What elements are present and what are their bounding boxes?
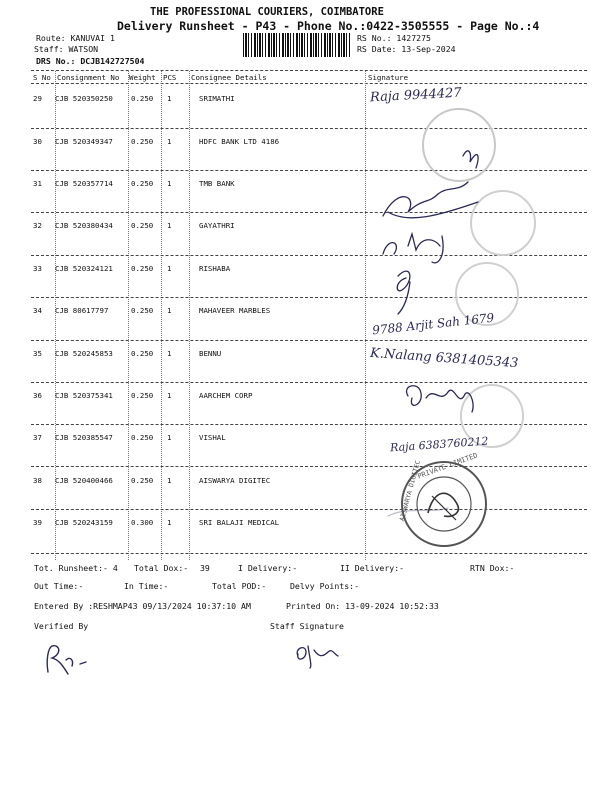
row-consignment: CJB 520245853 [55,349,113,358]
total-dox-label: Total Dox:- [134,563,189,573]
signature-35: K.Nalang 6381405343 [369,345,519,372]
row-pcs: 1 [167,137,172,146]
col-consignment: Consignment No [57,73,120,82]
row-weight: 0.250 [131,137,154,146]
total-pod: Total POD:- [212,581,267,591]
row-consignee: TMB BANK [199,179,235,188]
signature-33 [397,271,410,314]
ii-delivery: II Delivery:- [340,563,405,573]
i-delivery: I Delivery:- [238,563,298,573]
col-weight: Weight [129,73,156,82]
row-weight: 0.250 [131,476,154,485]
barcode [243,33,350,57]
row-consignment: CJB 520380434 [55,221,113,230]
row-weight: 0.250 [131,264,154,273]
total-dox-value: 39 [200,563,210,573]
row-consignment: CJB 520324121 [55,264,113,273]
seal-side-text: AISWARYA DIGITEC [398,459,422,523]
row-pcs: 1 [167,221,172,230]
rs-number: RS No.: 1427275 [357,33,431,43]
runsheet-title: Delivery Runsheet - P43 - Phone No.:0422-3505555 - Page No.:4 [117,19,540,33]
row-consignee: RISHABA [199,264,231,273]
signature-29: Raja 9944427 [369,85,462,106]
row-sno: 32 [33,221,42,230]
col-consignee: Consignee Details [191,73,267,82]
row-consignment: CJB 520243159 [55,518,113,527]
printed-on: Printed On: 13-09-2024 10:52:33 [286,601,439,611]
row-consignment: CJB 520357714 [55,179,113,188]
verified-by: Verified By [34,621,89,631]
row-pcs: 1 [167,349,172,358]
table-top-rule [31,70,587,71]
row-consignee: BENNU [199,349,222,358]
row-pcs: 1 [167,94,172,103]
row-consignee: MAHAVEER MARBLES [199,306,271,315]
rs-date: RS Date: 13-Sep-2024 [357,44,456,54]
signature-37: Raja 6383760212 [389,434,489,455]
row-pcs: 1 [167,518,172,527]
row-sno: 35 [33,349,42,358]
table-header-rule [31,83,587,84]
row-sno: 38 [33,476,42,485]
seal-top-text: PRIVATE LIMITED [416,451,479,481]
row-sno: 31 [33,179,42,188]
row-sno: 36 [33,391,42,400]
col-pcs: PCS [163,73,177,82]
row-pcs: 1 [167,433,172,442]
row-consignee: SRIMATHI [199,94,235,103]
row-consignee: GAYATHRI [199,221,235,230]
row-consignee: AISWARYA DIGITEC [199,476,271,485]
col-sno: S No [33,73,51,82]
row-consignee: HDFC BANK LTD 4186 [199,137,280,146]
staff-label: Staff: WATSON [34,44,99,54]
row-consignment: CJB 80617797 [55,306,109,315]
row-weight: 0.250 [131,349,154,358]
route-label: Route: KANUVAI 1 [36,33,115,43]
row-sno: 33 [33,264,42,273]
drs-number: DRS No.: DCJB142727504 [36,56,145,66]
signature-30 [463,151,478,168]
row-consignee: AARCHEM CORP [199,391,253,400]
signature-31 [383,182,468,216]
row-sno: 37 [33,433,42,442]
row-sno: 39 [33,518,42,527]
tot-runsheet: Tot. Runsheet:- 4 [34,563,118,573]
row-weight: 0.300 [131,518,154,527]
row-consignment: CJB 520375341 [55,391,113,400]
row-pcs: 1 [167,179,172,188]
row-sno: 29 [33,94,42,103]
row-weight: 0.250 [131,221,154,230]
col-signature: Signature [368,73,409,82]
rtn-dox: RTN Dox:- [470,563,515,573]
row-weight: 0.250 [131,306,154,315]
row-pcs: 1 [167,476,172,485]
row-weight: 0.250 [131,433,154,442]
row-consignment: CJB 520400466 [55,476,113,485]
row-weight: 0.250 [131,179,154,188]
in-time: In Time:- [124,581,169,591]
row-weight: 0.250 [131,391,154,400]
row-weight: 0.250 [131,94,154,103]
row-sno: 30 [33,137,42,146]
row-pcs: 1 [167,306,172,315]
staff-signature-label: Staff Signature [270,621,344,631]
row-consignee: VISHAL [199,433,226,442]
row-separator [31,553,587,554]
row-consignee: SRI BALAJI MEDICAL [199,518,280,527]
entered-by: Entered By :RESHMAP43 09/13/2024 10:37:10 AM [34,601,251,611]
verifier-signature [40,640,110,680]
row-sno: 34 [33,306,42,315]
row-consignment: CJB 520349347 [55,137,113,146]
delvy-points: Delvy Points:- [290,581,360,591]
signature-32 [383,234,443,263]
signature-34: 9788 Arjit Sah 1679 [371,310,495,338]
row-pcs: 1 [167,391,172,400]
signature-36 [407,386,474,412]
row-consignment: CJB 520385547 [55,433,113,442]
row-pcs: 1 [167,264,172,273]
row-consignment: CJB 520350250 [55,94,113,103]
company-title: THE PROFESSIONAL COURIERS, COIMBATORE [150,6,384,18]
out-time: Out Time:- [34,581,84,591]
staff-signature [288,636,348,670]
